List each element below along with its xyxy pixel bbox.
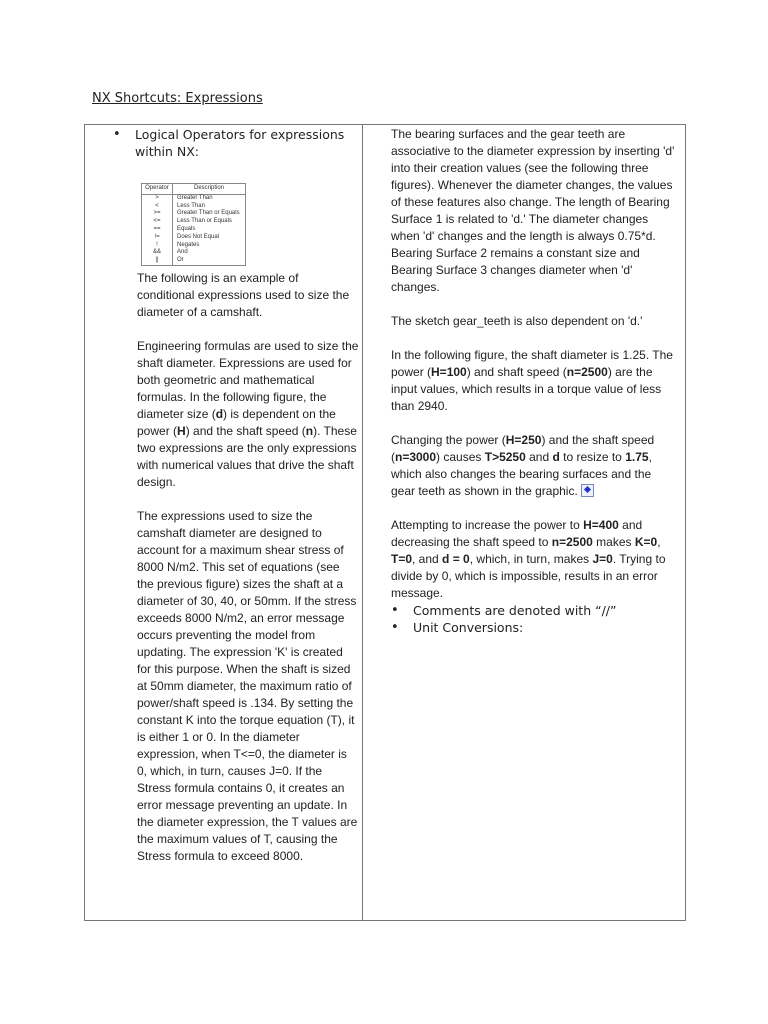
table-row: == Equals <box>142 226 246 234</box>
operators-table <box>141 183 246 266</box>
left-column <box>113 126 359 865</box>
content-table <box>84 124 686 921</box>
paragraph-shaft-diameter: In the following figure, the shaft diameter is 1.25. The power (H=100) and shaft speed (n=2500) are the input values, which results in a torque value of less than 2940. <box>391 348 673 413</box>
paragraph-bearing-surfaces: The bearing surfaces and the gear teeth are associative to the diameter expression by inserting 'd' into their creation values (see the following three figures). Whenever the diameter changes, the values of these features also change. The length of Bearing Surface 1 is related to 'd.' The diameter changes when 'd' changes and the length is always 0.75*d. Bearing Surface 2 remains a constant size and Bearing Surface 3 changes diameter when 'd' changes. <box>391 127 675 294</box>
operators-table-header: Description <box>173 184 246 195</box>
paragraph-gear-teeth: The sketch gear_teeth is also dependent on 'd.' <box>391 314 643 328</box>
bullet-dot: • <box>391 603 399 618</box>
paragraph-engineering-formulas: Engineering formulas are used to size the shaft diameter. Expressions are used for both geometric and mathematical formulas. In the following figure, the diameter size (d) is dependent on the power (H) and the shaft speed (n). These two expressions are the only expressions with numerical values that drive the shaft design. <box>137 338 359 489</box>
table-row: != Does Not Equal <box>142 234 246 242</box>
table-row: >= Greater Than or Equals <box>142 210 246 218</box>
table-row: ! Negates <box>142 242 246 250</box>
paragraph-shear-stress: The expressions used to size the camshaft diameter are designed to account for a maximum shear stress of 8000 N/m2. This set of equations (see the previous figure) sizes the shaft at a diameter of 30, 40, or 50mm. If the stress exceeds 8000 N/m2, an error message occurs preventing the model from updating. The expression 'K' is created for this purpose. When the shaft is sized at 50mm diameter, the maximum ratio of power/shaft speed is .134. By setting the constant K into the torque equation (T), it is either 1 or 0. In the diameter expression, when T<=0, the diameter is 0, which, in turn, causes J=0. If the Stress formula contains 0, it creates an error message preventing an update. In the diameter expression, the T values are the maximum values of T, causing the Stress formula to exceed 8000. <box>137 508 358 863</box>
table-row: || Or <box>142 257 246 265</box>
bullet-text: Unit Conversions: <box>413 620 524 635</box>
table-row: < Less Than <box>142 203 246 211</box>
bullet-text: Comments are denoted with “//” <box>413 603 617 618</box>
right-column <box>391 126 677 636</box>
bullet-dot: • <box>113 127 121 142</box>
operators-table-header: Operator <box>142 184 173 195</box>
table-row: <= Less Than or Equals <box>142 218 246 226</box>
table-row: && And <box>142 249 246 257</box>
table-row: > Greater Than <box>142 194 246 202</box>
graphic-link-icon[interactable] <box>581 484 594 497</box>
bullet-text: Logical Operators for expressions within NX: <box>135 127 345 159</box>
paragraph-error-message: Attempting to increase the power to H=400 and decreasing the shaft speed to n=2500 makes K=0, T=0, and d = 0, which, in turn, makes J=0. Trying to divide by 0, which is impossible, results in an error message. <box>391 518 666 600</box>
bullet-comments <box>391 602 677 619</box>
column-divider <box>362 125 363 920</box>
paragraph-changing-power: Changing the power (H=250) and the shaft speed (n=3000) causes T>5250 and d to resize to 1.75, which also changes the bearing surfaces and the gear teeth as shown in the graphic. <box>391 433 655 498</box>
bullet-dot: • <box>391 620 399 635</box>
bullet-unit-conversions <box>391 619 677 636</box>
page-title: NX Shortcuts: Expressions <box>92 91 263 106</box>
paragraph-intro: The following is an example of conditional expressions used to size the diameter of a camshaft. <box>137 270 350 319</box>
bullet-logical-operators <box>113 126 359 160</box>
